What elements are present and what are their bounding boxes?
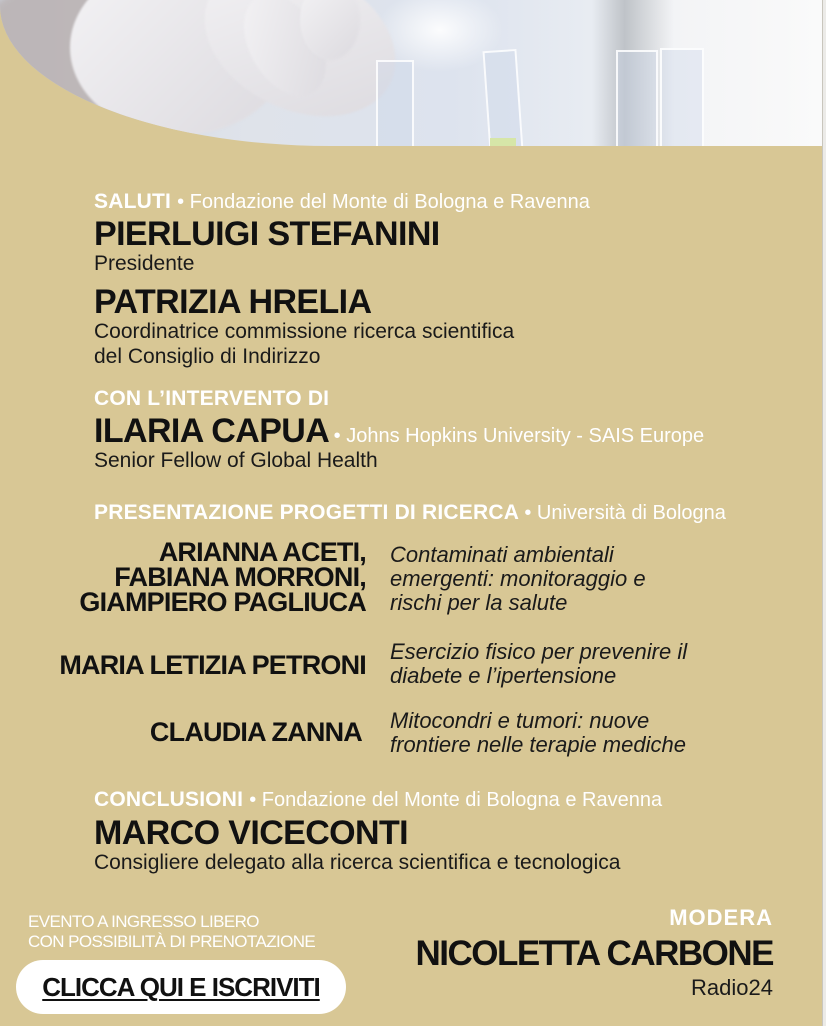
photo-test-tube <box>616 50 658 146</box>
conclusioni-label: CONCLUSIONI <box>94 788 244 811</box>
speaker-name: PIERLUIGI STEFANINI <box>94 215 440 253</box>
researcher-name: CLAUDIA ZANNA <box>149 717 362 747</box>
speaker-role: Consigliere delegato alla ricerca scientifica e tecnologica <box>94 851 621 874</box>
free-entry-line: EVENTO A INGRESSO LIBERO <box>28 912 259 931</box>
moderator-name: NICOLETTA CARBONE <box>415 934 773 973</box>
photo-liquid <box>490 138 516 146</box>
moderator-block <box>415 905 773 1001</box>
project-title-line: Contaminati ambientali <box>390 542 614 567</box>
section-label <box>94 190 590 214</box>
researcher-name: GIAMPIERO PAGLIUCA <box>79 587 366 617</box>
project-researchers <box>79 537 366 617</box>
section-label <box>94 501 726 525</box>
intervento-name-row <box>94 414 704 448</box>
speaker-role: Presidente <box>94 252 195 275</box>
project-researchers <box>59 650 366 680</box>
speaker-name: PATRIZIA HRELIA <box>94 283 372 321</box>
intervento-label: CON L’INTERVENTO DI <box>94 387 330 410</box>
saluti-org: • Fondazione del Monte di Bologna e Ravenna <box>177 191 590 213</box>
intervento-org: • Johns Hopkins University - SAIS Europe <box>333 425 705 447</box>
section-label <box>94 788 662 812</box>
intervento-section <box>94 387 704 473</box>
project-title-line: diabete e l’ipertensione <box>390 663 617 688</box>
free-entry-note <box>28 912 315 952</box>
project-title-line: Mitocondri e tumori: nuove <box>390 708 650 733</box>
moderator-org: Radio24 <box>691 975 773 1000</box>
project-title <box>390 543 646 615</box>
photo-test-tube <box>482 49 523 146</box>
progetti-org: • Università di Bologna <box>524 502 726 524</box>
free-entry-line: CON POSSIBILITÀ DI PRENOTAZIONE <box>28 932 316 951</box>
researcher-name: MARIA LETIZIA PETRONI <box>59 650 366 680</box>
saluti-label: SALUTI <box>94 190 172 213</box>
speaker-role: Coordinatrice commissione ricerca scientifica <box>94 320 515 343</box>
speaker-name: ILARIA CAPUA <box>94 412 330 450</box>
conclusioni-section <box>94 788 662 875</box>
page-edge <box>822 0 826 1026</box>
project-researchers <box>149 717 362 747</box>
project-title-line: Esercizio fisico per prevenire il <box>390 639 688 664</box>
saluti-section <box>94 190 590 369</box>
project-title-line: frontiere nelle terapie mediche <box>390 732 686 757</box>
speaker-name: MARCO VICECONTI <box>94 814 409 852</box>
project-title <box>390 709 686 757</box>
progetti-label: PRESENTAZIONE PROGETTI DI RICERCA <box>94 501 519 524</box>
photo-test-tube <box>376 60 414 146</box>
project-title-line: rischi per la salute <box>390 590 568 615</box>
speaker-role: del Consiglio di Indirizzo <box>94 345 321 368</box>
register-button[interactable] <box>16 960 346 1014</box>
conclusioni-org: • Fondazione del Monte di Bologna e Ravenna <box>249 789 663 811</box>
researcher-name: ARIANNA ACETI, <box>158 537 366 567</box>
hero-lab-photo <box>0 0 822 146</box>
project-title-line: emergenti: monitoraggio e <box>390 566 646 591</box>
researcher-name: FABIANA MORRONI, <box>114 562 366 592</box>
speaker-role: Senior Fellow of Global Health <box>94 449 378 472</box>
progetti-section <box>94 501 726 525</box>
photo-test-tube <box>660 48 704 146</box>
register-button-label[interactable]: CLICCA QUI E ISCRIVITI <box>42 971 320 1002</box>
project-title <box>390 640 687 688</box>
moderator-label: MODERA <box>669 905 773 930</box>
